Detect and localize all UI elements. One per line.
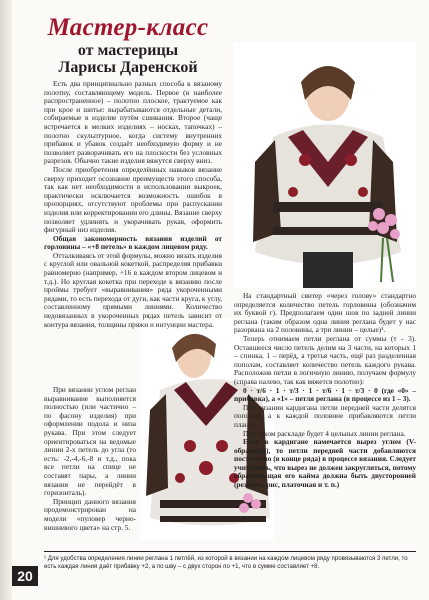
paragraph: После приобретения определённых навыков вязание сверху приходит осознание преимуществ этого способа, так как нет необходимости в использовании выкроек, практически исключается возможность ошибок в пропорциях, отсутствуют проблемы при распускании изделия или корректировании его длины. Вязание сверху позволяет удлинять и укорачивать рукав, оформить фигурный низ изделия.	[44, 164, 222, 235]
article-kicker: Мастер-класс	[47, 14, 209, 41]
article-column-left-bottom	[44, 386, 136, 532]
article-subtitle-line-2: Ларисы Даренской	[58, 59, 198, 76]
article-header	[28, 14, 228, 76]
paragraph: Теперь отнимаем петли реглана от суммы (т - 3). Оставшееся число петель делим на 3 части, на которых 1 – спинка, 1 – перёд, а третья часть, ещё раз разделенная пополам, составляет количество петель каждого рукава. Расположив петли в логичную линию, получаем формулу (справа налево, так как вяжется полотно):	[234, 333, 416, 386]
footnote: ¹ Для удобства определения линии реглана 1 петлёй, из которой в вязании на каждом лицевом ряду провязываются 3 петли, то есть каждая линия даёт прибавку +2, а по шву – с двух сторон по +1, что в сумме составляет +8.	[44, 555, 408, 570]
paragraph: Есть два принципиально разных способа к вязаному полотну, составляющему модель. Первое (и наиболее распространенное) – полотно плоское, трактуемое как при крое и шитье: вырабатываются отдельные детали, собираемые в изделие путём сшивания. Второе (чаще встречается в мелких изделиях – носках, тапочках) – полотно скульптурное, когда систему внутренних прибавок и убавок создаёт необходимую форму и не позволяет разворачивать его на плоскости без условных разрезов. Обычно такие изделия вяжутся сверху вниз.	[44, 79, 222, 166]
paragraph: При таком раскладе будет 4 цельных линии реглана.	[243, 428, 406, 438]
page-binding-shadow	[0, 0, 12, 600]
article-column-left-top	[44, 80, 222, 329]
formula: 0 · т/6 · 1 · т/3 · 1 · т/6 · 1 · т/3 · 0 (где «0» – прибавка), а «1» – петля реглана (в процессе из 1 – 3).	[234, 385, 416, 404]
paragraph: При вязании углом реглан выравнивание выполняется полностью (или частично – по фасону изделия) при оформлении подола и низа рукава. При этом следует ориентироваться на ведомые линии 2-х петель до угла (то есть: -2,-4,-6,-8 и т.д., пока все петли на спице не составят пары, а линии вязания не перейдёт в горизонталь).	[44, 385, 136, 498]
paragraph: При вязании кардигана петли передней части делятся пополам, а к каждой половине прибавляются петли планки.	[234, 402, 416, 429]
paragraph: На стандартный свитер «через голову» стандартно определяется количество петель горловины (обозначим их буквой г). Предполагаем один шов по задней линии реглана (таким образом одна линия реглана будет у нас разорвана на 2 половины, а три линии – целые)¹.	[234, 291, 416, 335]
paragraph-highlight: Общая закономерность вязания изделий от горловины – «+8 петель» в каждом лицевом ряду.	[44, 233, 222, 252]
photo-woman-cardigan	[233, 42, 416, 288]
article-column-right	[234, 292, 416, 490]
paragraph: Отталкиваясь от этой формулы, можно вязать изделия с круглой или овальной кокеткой, распределяя прибавки равномерно (например, +16 в каждом втором лицевом и т.д.). Но круглая кокетка при переходе к вязанию после проймы требует «выравнивания» ряда укороченными рядами, то есть перехода от дуги, как части круга, к углу, составленному прямыми линиями. Количество недовязанных в укороченных рядах петель зависит от контура вязания, толщины пряжи и интуиции мастера.	[44, 250, 222, 329]
photo-woman-cardigan-image	[233, 42, 416, 288]
article-subtitle-line-1: от мастерицы	[77, 42, 179, 59]
page-number: 20	[12, 566, 38, 586]
footnote-divider	[44, 551, 416, 552]
paragraph-highlight: Если в кардигане намечается вырез углом (V-образный), то петли передней части добавляются постепенно (в конце ряда) в процессе вязания. Следует учитывать, что вырез не должен закругляться, потому обрамляющая его кайма должна быть двусторонней (резинка, рис, платочная и т. п.)	[234, 437, 416, 490]
paragraph: Принцип данного вязания продемонстрирован на модели «пуловер черно-вишневого цвета» на стр. 5.	[44, 496, 136, 532]
